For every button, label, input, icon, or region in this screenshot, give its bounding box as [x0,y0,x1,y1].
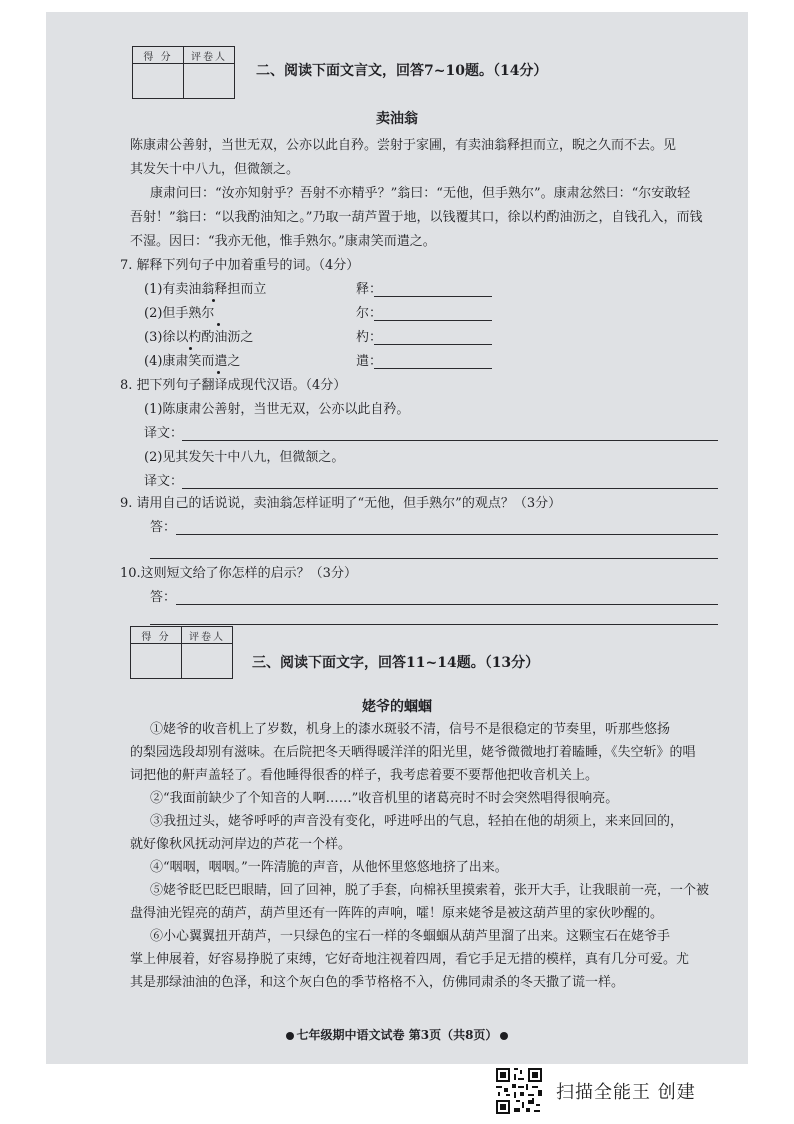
footer-text: 七年级期中语文试卷 第3页（共8页） [296,1028,498,1042]
passage-line: 的梨园选段却别有滋味。在后院把冬天晒得暖洋洋的阳光里，姥爷微微地打着瞌睡，《失空斩》的唱 [130,745,696,760]
passage-line: ⑤姥爷眨巴眨巴眼睛，回了回神，脱了手套，向棉袄里摸索着，张开大手，让我眼前一亮，一个被 [150,883,710,898]
answer-line[interactable] [150,624,718,625]
question-8: 8. 把下列句子翻译成现代汉语。（4分） [120,378,347,393]
section3-title: 三、阅读下面文字，回答11~14题。（13分） [252,655,540,671]
passage-title: 姥爷的蝈蝈 [362,699,432,715]
q7-item: (3)徐以杓酌油沥之 [144,330,254,345]
answer-line[interactable] [176,534,718,535]
emphasis-dot [212,299,215,302]
score-table [130,626,233,679]
q7-word: 释： [356,282,383,297]
grader-label: 评卷人 [182,627,233,644]
answer-line[interactable] [150,558,718,559]
passage-line: 其发矢十中八九，但微颔之。 [130,162,300,177]
score-label: 得 分 [133,47,184,64]
page-footer [46,1026,748,1043]
score-cell [133,64,184,99]
passage-line: 就好像秋风抚动河岸边的芦花一个样。 [130,837,352,852]
emphasis-dot [189,347,192,350]
passage-line: 词把他的鼾声盖轻了。看他睡得很香的样子，我考虑着要不要帮他把收音机关上。 [130,768,599,783]
q7-item: (2)但手熟尔 [144,306,215,321]
passage-line: ③我扭过头，姥爷呼呼的声音没有变化，呼进呼出的气息，轻拍在他的胡须上，来来回回的， [150,814,684,829]
answer-line[interactable] [374,344,492,345]
score-label: 得 分 [131,627,182,644]
passage-line: 其是那绿油油的色泽，和这个灰白色的季节格格不入，仿佛同肃杀的冬天撒了谎一样。 [130,975,625,990]
answer-line[interactable] [176,604,718,605]
passage-line: 掌上伸展着，好容易挣脱了束缚，它好奇地注视着四周，看它手足无措的模样，真有几分可爱。尤 [130,952,690,967]
score-cell [131,644,182,679]
answer-line[interactable] [374,296,492,297]
q7-word: 遣： [356,354,383,369]
bullet-icon [500,1032,508,1040]
answer-line[interactable] [182,440,718,441]
passage-title: 卖油翁 [376,111,418,127]
grader-cell [182,644,233,679]
translate-label: 译文： [144,426,184,441]
answer-label: 答： [150,590,177,605]
passage-line: ②“我面前缺少了个知音的人啊……”收音机里的诸葛亮时不时会突然唱得很响亮。 [150,791,619,806]
q7-word: 杓： [356,330,383,345]
grader-cell [184,64,235,99]
translate-label: 译文： [144,474,184,489]
passage-line: 吾射！”翁曰：“以我酌油知之。”乃取一葫芦置于地，以钱覆其口，徐以杓酌油沥之，自钱孔入，而钱 [130,210,703,225]
passage-line: 不湿。因曰：“我亦无他，惟手熟尔。”康肃笑而遣之。 [130,234,436,249]
passage-line: ⑥小心翼翼扭开葫芦，一只绿色的宝石一样的冬蝈蝈从葫芦里溜了出来。这颗宝石在姥爷手 [150,929,671,944]
passage-line: 陈康肃公善射，当世无双，公亦以此自矜。尝射于家圃，有卖油翁释担而立，睨之久而不去。见 [130,138,677,153]
answer-line[interactable] [182,488,718,489]
answer-label: 答： [150,520,177,535]
emphasis-dot [217,323,220,326]
bullet-icon [286,1032,294,1040]
grader-label: 评卷人 [184,47,235,64]
passage-line: 盘得油光锃亮的葫芦，葫芦里还有一阵阵的声响，嚯！原来姥爷是被这葫芦里的家伙吵醒的。 [130,906,664,921]
watermark-text: 扫描全能王 创建 [556,1082,696,1103]
passage-line: ④“咽咽，咽咽。”一阵清脆的声音，从他怀里悠悠地挤了出来。 [150,860,508,875]
q7-item: (4)康肃笑而遣之 [144,354,241,369]
score-table [132,46,235,99]
qr-code-icon [494,1066,544,1116]
section2-title: 二、阅读下面文言文，回答7~10题。（14分） [256,63,548,79]
question-7: 7. 解释下列句子中加着重号的词。（4分） [120,258,360,273]
exam-page [46,12,748,1064]
passage-line: ①姥爷的收音机上了岁数，机身上的漆水斑驳不清，信号不是很稳定的节奏里，听那些悠扬 [150,722,671,737]
question-10: 10.这则短文给了你怎样的启示？（3分） [120,566,357,581]
q7-item: (1)有卖油翁释担而立 [144,282,267,297]
passage-line: 康肃问曰：“汝亦知射乎？吾射不亦精乎？”翁曰：“无他，但手熟尔”。康肃忿然曰：“尔安敢轻 [150,186,691,201]
emphasis-dot [217,371,220,374]
q8-sentence-2: (2)见其发矢十中八九，但微颔之。 [144,450,345,465]
q7-word: 尔： [356,306,383,321]
question-9: 9. 请用自己的话说说，卖油翁怎样证明了“无他，但手熟尔”的观点？（3分） [120,496,562,511]
answer-line[interactable] [374,320,492,321]
answer-line[interactable] [374,368,492,369]
q8-sentence-1: (1)陈康肃公善射，当世无双，公亦以此自矜。 [144,402,410,417]
